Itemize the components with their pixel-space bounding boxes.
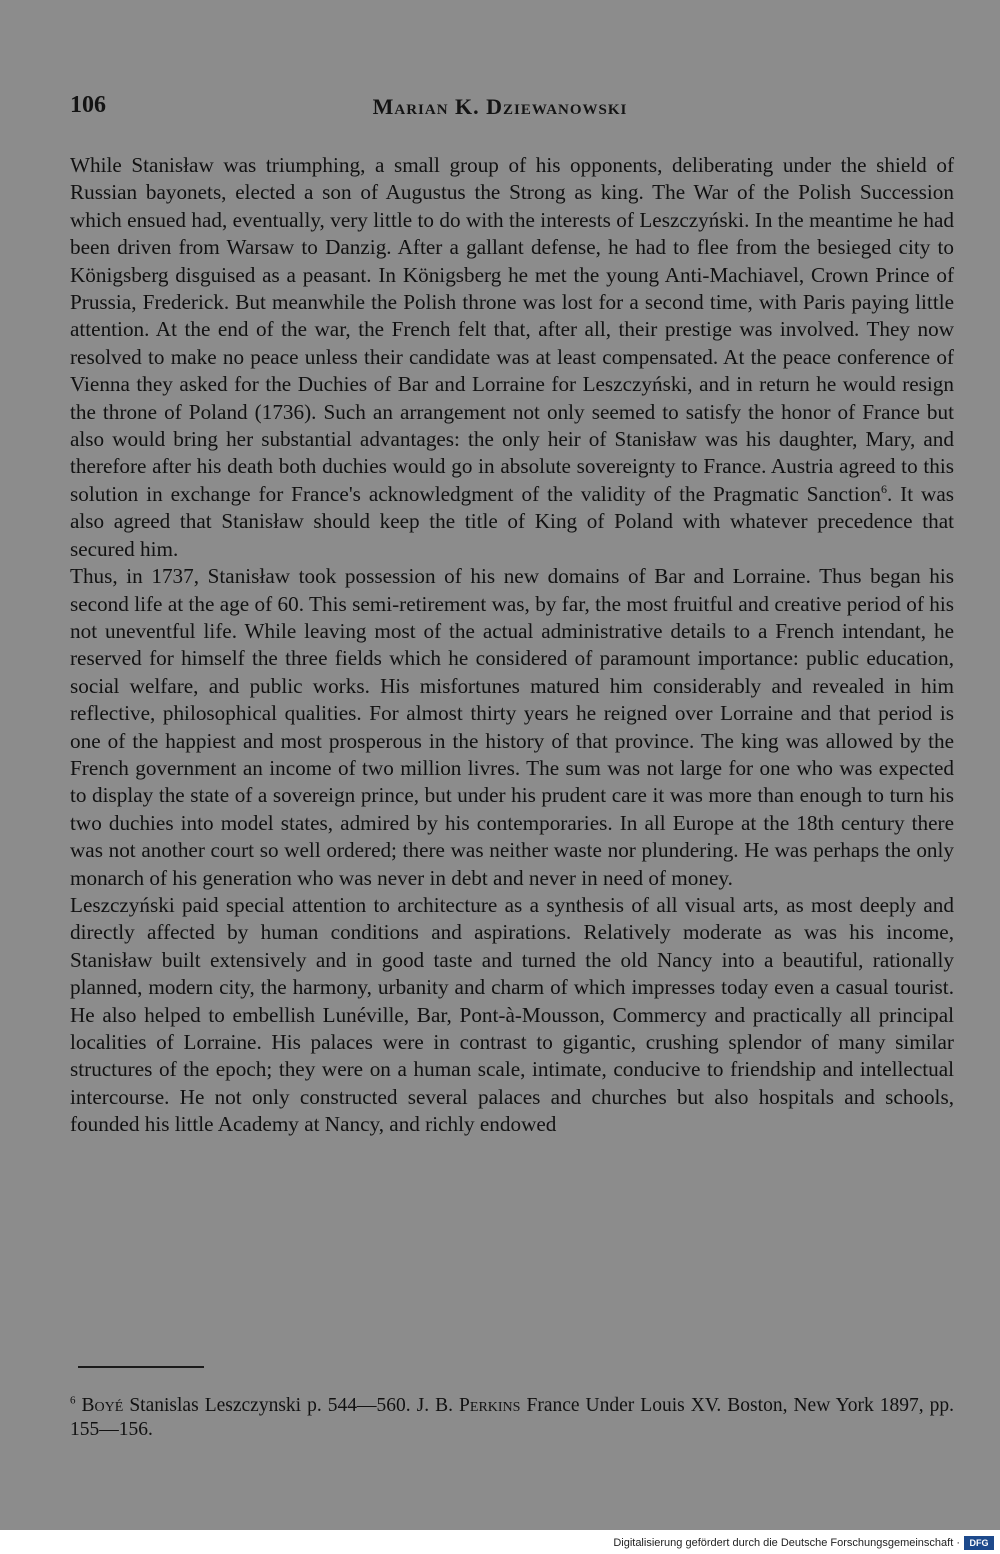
footnote-author-2: Perkins [459, 1395, 521, 1416]
paragraph-3: Leszczyński paid special attention to architecture as a synthesis of all visual arts, as most deeply and directly affected by human conditions and aspirations. Relatively moderate as was his income, Stanisław built extensively and in good taste and turned the old Nancy into a beautiful, rationally planned, modern city, the harmony, urbanity and charm of which impresses today even a casual tourist. He also helped to embellish Lunéville, Bar, Pont-à-Mousson, Commercy and practically all principal localities of Lorraine. His palaces were in contrast to gigantic, crushing splendor of many similar structures of the epoch; they were on a human scale, intimate, conducive to friendship and intellectual intercourse. He not only constructed several palaces and churches but also hospitals and schools, founded his little Academy at Nancy, and richly endowed [70, 892, 954, 1137]
body-text [70, 152, 954, 1139]
running-head: Marian K. Dziewanowski [372, 94, 628, 119]
page-number: 106 [70, 92, 106, 118]
dfg-logo-icon: DFG [964, 1536, 994, 1550]
footnote [70, 1394, 954, 1442]
paragraph-1-text-continued: . It was also agreed that Stanisław should keep the title of King of Poland with whatever precedence that secured him. [70, 481, 954, 561]
footnote-author-1: Boyé [81, 1395, 124, 1416]
paragraph-1 [70, 152, 954, 563]
footnote-text-1: Stanislas Leszczynski p. 544—560. J. B. [123, 1395, 460, 1416]
footnote-text-2: France Under Louis XV. Boston, New York 1897, pp. 155—156. [70, 1395, 955, 1440]
paragraph-1-text: While Stanisław was triumphing, a small group of his opponents, deliberating under the shield of Russian bayonets, elected a son of Augustus the Strong as king. The War of the Polish Succession which ensued had, eventually, very little to do with the interests of Leszczyński. In the meantime he had been driven from Warsaw to Danzig. After a gallant defense, he had to flee from the besieged city to Königsberg disguised as a peasant. In Königsberg he met the young Anti-Machiavel, Crown Prince of Prussia, Frederick. But meanwhile the Polish throne was lost for a second time, with Paris paying little attention. At the end of the war, the French felt that, after all, their prestige was involved. They now resolved to make no peace unless their candidate was at least compensated. At the peace conference of Vienna they asked for the Duchies of Bar and Lorraine for Leszczyński, and in return he would resign the throne of Poland (1736). Such an arrangement not only seemed to satisfy the honor of France but also would bring her substantial advantages: the only heir of Stanisław was his daughter, Mary, and therefore after his death both duchies would go in absolute sovereignty to France. Austria agreed to this solution in exchange for France's acknowledgment of the validity of the Pragmatic Sanction [70, 153, 954, 506]
footnote-mark: 6 [70, 1394, 76, 1407]
paragraph-2: Thus, in 1737, Stanisław took possession of his new domains of Bar and Lorraine. Thus began his second life at the age of 60. This semi-retirement was, by far, the most fruitful and creative period of his not uneventful life. While leaving most of the actual administrative details to a French intendant, he reserved for himself the three fields which he considered of paramount importance: public education, social welfare, and public works. His misfortunes matured him considerably and revealed in him reflective, philosophical qualities. For almost thirty years he reigned over Lorraine and that period is one of the happiest and most prosperous in the history of that province. The king was allowed by the French government an income of two million livres. The sum was not large for one who was expected to display the state of a sovereign prince, but under his prudent care it was more than enough to turn his two duchies into model states, admired by his contemporaries. In all Europe at the 18th century there was not another court so well ordered; there was neither waste nor plundering. He was perhaps the only monarch of his generation who was never in debt and never in need of money. [70, 564, 954, 890]
footnote-reference[interactable]: 6 [880, 481, 887, 496]
footnote-divider [78, 1366, 204, 1368]
funding-notice: Digitalisierung gefördert durch die Deutsche Forschungsgemeinschaft · [613, 1537, 960, 1549]
